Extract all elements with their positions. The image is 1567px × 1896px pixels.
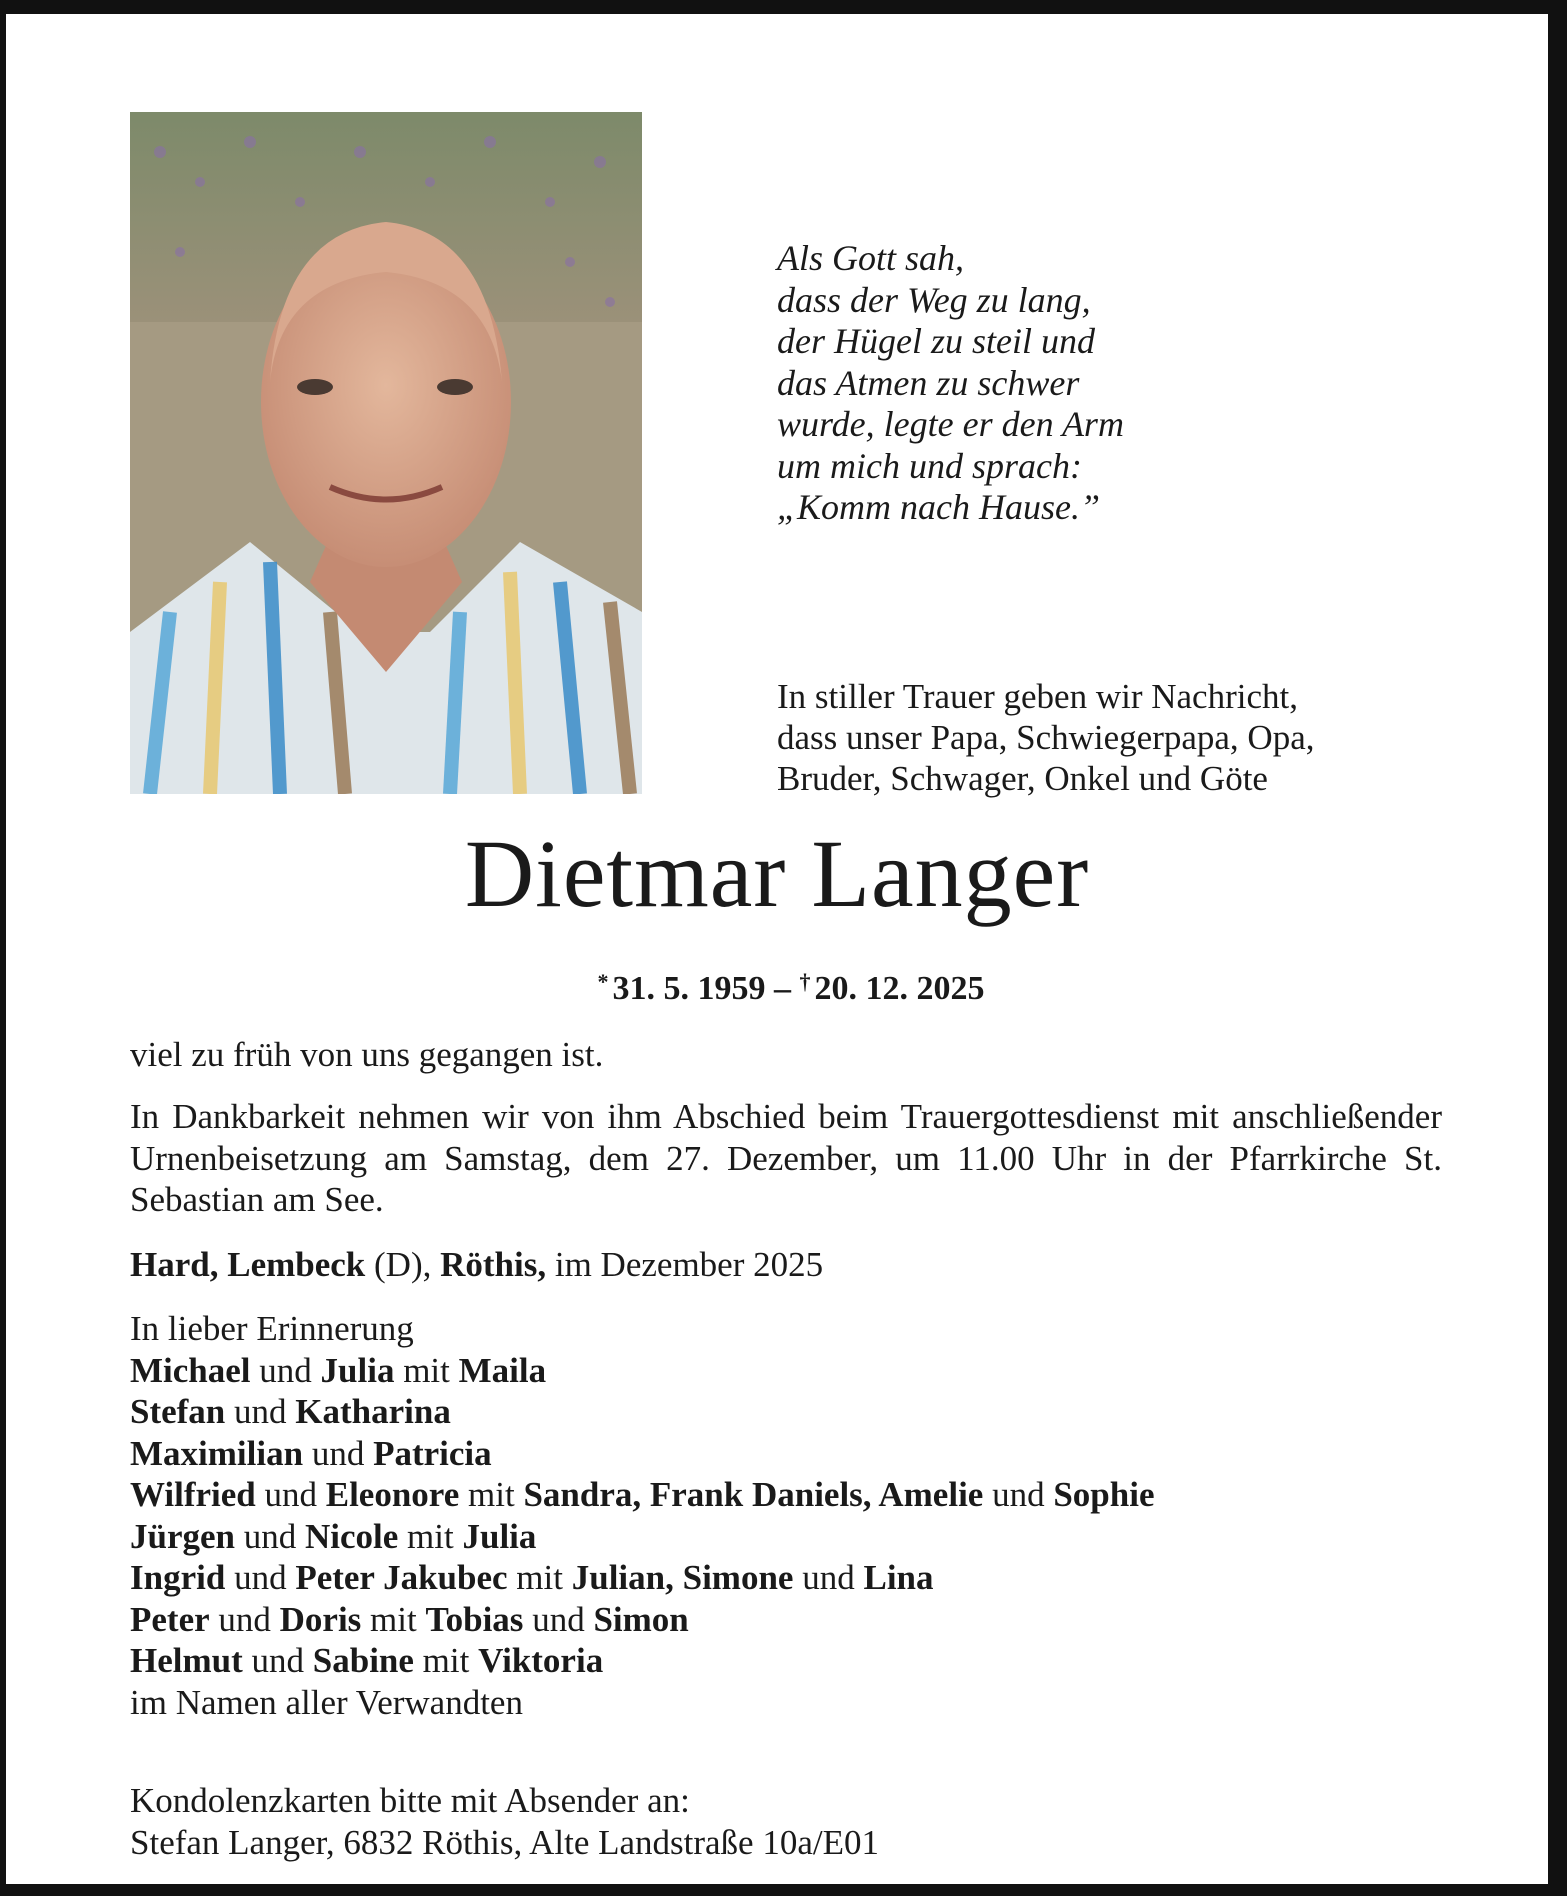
condolence-instruction: Kondolenzkarten bitte mit Absender an: <box>130 1781 690 1820</box>
connector-word: mit <box>459 1475 524 1514</box>
birth-date: 31. 5. 1959 <box>612 970 766 1007</box>
poem-line: das Atmen zu schwer <box>777 362 1080 403</box>
mourner-name: Katharina <box>295 1392 451 1431</box>
poem-line: wurde, legte er den Arm <box>777 404 1124 444</box>
connector-word: mit <box>413 1641 479 1680</box>
place-roethis: Röthis, <box>440 1245 547 1284</box>
condolence-block <box>130 1780 1430 1863</box>
place-date: im Dezember 2025 <box>546 1245 824 1284</box>
connector-word: und <box>225 1558 296 1597</box>
death-date: 20. 12. 2025 <box>814 970 985 1007</box>
passed-away-text: viel zu früh von uns gegangen ist. <box>130 1035 604 1074</box>
poem-line: dass der Weg zu lang, <box>777 279 1091 320</box>
connector-word: und <box>242 1641 313 1680</box>
connector-word: und <box>983 1475 1054 1514</box>
place-hard-lembeck: Hard, Lembeck <box>130 1245 366 1284</box>
mourner-name: Maximilian <box>130 1433 304 1473</box>
mourner-name: Doris <box>279 1599 362 1639</box>
mourner-name: Peter <box>130 1599 210 1639</box>
deceased-name: Dietmar Langer <box>464 820 1090 927</box>
connector-word: und <box>523 1599 594 1639</box>
condolence-address: Stefan Langer, 6832 Röthis, Alte Landstraße 10a/E01 <box>130 1822 879 1862</box>
mourner-list <box>130 1350 1430 1682</box>
mourner-row <box>130 1391 1430 1433</box>
portrait-image <box>130 112 642 794</box>
mourner-name: Michael <box>130 1350 251 1390</box>
mourner-name: Helmut <box>130 1641 243 1680</box>
mourner-row <box>130 1557 1430 1599</box>
connector-word: und <box>303 1433 374 1473</box>
place-country: (D), <box>365 1245 441 1284</box>
places-and-date <box>130 1244 1430 1286</box>
connector-word: mit <box>394 1350 459 1390</box>
mourner-row <box>130 1599 1430 1641</box>
mourner-name: Tobias <box>425 1599 524 1639</box>
mourner-name: Wilfried <box>130 1475 256 1514</box>
intro-line: In stiller Trauer geben wir Nachricht, <box>777 677 1298 716</box>
mourner-name: Sabine <box>312 1641 414 1680</box>
poem-line: der Hügel zu steil und <box>777 321 1095 361</box>
mourner-row <box>130 1516 1430 1558</box>
connector-word: mit <box>507 1558 572 1597</box>
mourner-row <box>130 1350 1430 1392</box>
mourners-closing: im Namen aller Verwandten <box>130 1682 523 1722</box>
connector-word: und <box>209 1599 280 1639</box>
connector-word: mit <box>398 1516 463 1556</box>
connector-word: und <box>225 1392 296 1431</box>
mourner-name: Nicole <box>305 1516 399 1556</box>
connector-word: und <box>255 1475 326 1514</box>
mourner-name: Eleonore <box>325 1475 460 1514</box>
portrait-photo <box>130 112 642 794</box>
connector-word: mit <box>361 1599 426 1639</box>
farewell-paragraph: In Dankbarkeit nehmen wir von ihm Abschied beim Trauergottesdienst mit anschließender Urnenbeisetzung am Samstag, dem 27. Dezember, um 11.00 Uhr in der Pfarrkirche St. Sebastian am See. <box>130 1097 1442 1219</box>
mourner-name: Julia <box>462 1516 537 1556</box>
announcement-intro <box>777 676 1497 799</box>
mourners-heading: In lieber Erinnerung <box>130 1309 414 1348</box>
poem-line: „Komm nach Hause.” <box>777 487 1101 527</box>
mourner-name: Julian, Simone <box>571 1558 794 1597</box>
connector-word: und <box>250 1350 321 1390</box>
mourner-name: Sandra, Frank Daniels, Amelie <box>523 1475 984 1514</box>
mourner-name: Ingrid <box>130 1558 226 1597</box>
mourner-name: Maila <box>458 1350 547 1390</box>
connector-word: und <box>793 1558 864 1597</box>
poem <box>777 238 1297 529</box>
mourner-name: Lina <box>863 1558 934 1597</box>
intro-line: Bruder, Schwager, Onkel und Göte <box>777 759 1268 798</box>
mourner-name: Jürgen <box>130 1516 235 1556</box>
mourner-name: Peter Jakubec <box>295 1558 508 1597</box>
poem-line: Als Gott sah, <box>777 238 965 278</box>
mourner-name: Sophie <box>1053 1475 1155 1514</box>
mourner-row <box>130 1474 1430 1516</box>
mourner-name: Viktoria <box>478 1641 604 1680</box>
mourner-row <box>130 1640 1430 1682</box>
mourners-block <box>130 1308 1430 1723</box>
mourner-name: Simon <box>593 1599 689 1639</box>
death-symbol: † <box>799 969 811 994</box>
birth-symbol: * <box>597 969 609 994</box>
mourner-name: Stefan <box>130 1392 226 1431</box>
poem-line: um mich und sprach: <box>777 445 1082 486</box>
obituary-card <box>6 14 1548 1884</box>
mourner-row <box>130 1433 1430 1475</box>
date-dash: – <box>774 970 791 1007</box>
connector-word: und <box>235 1516 305 1556</box>
mourner-name: Julia <box>320 1350 395 1390</box>
intro-line: dass unser Papa, Schwiegerpapa, Opa, <box>777 718 1315 757</box>
life-dates <box>6 962 1548 1009</box>
mourner-name: Patricia <box>373 1433 492 1473</box>
